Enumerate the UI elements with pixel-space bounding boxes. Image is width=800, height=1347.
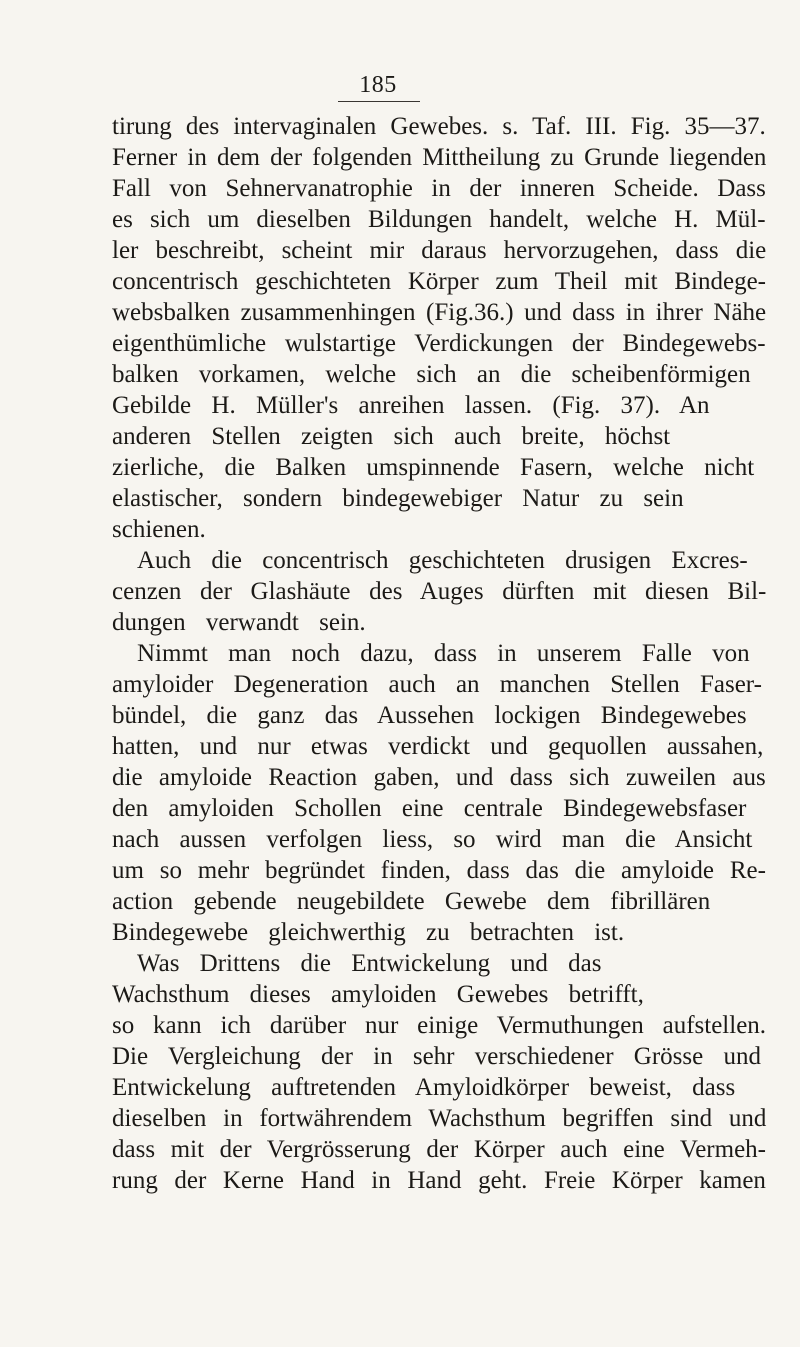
text-line: Gebilde H. Müller's anreihen lassen. (Fig. 37). An <box>112 392 710 419</box>
text-line: websbalken zusammenhingen (Fig.36.) und dass in ihrer Nähe <box>112 299 767 326</box>
text-line: den amyloiden Schollen eine centrale Bindegewebsfaser <box>112 795 747 822</box>
text-line: Auch die concentrisch geschichteten drusigen Excres- <box>137 547 748 574</box>
text-line: Entwickelung auftretenden Amyloidkörper beweist, dass <box>112 1074 736 1101</box>
text-line: schienen. <box>112 516 206 543</box>
text-line: es sich um dieselben Bildungen handelt, welche H. Mül- <box>112 206 766 233</box>
text-line: anderen Stellen zeigten sich auch breite, höchst <box>112 423 671 450</box>
text-line: Was Drittens die Entwickelung und das <box>137 950 602 977</box>
text-line: dieselben in fortwährendem Wachsthum begriffen sind und <box>112 1105 767 1132</box>
text-line: die amyloide Reaction gaben, und dass sich zuweilen aus <box>112 764 766 791</box>
text-line: elastischer, sondern bindegewebiger Natur zu sein <box>112 485 684 512</box>
text-line: ler beschreibt, scheint mir daraus hervorzugehen, dass die <box>112 237 767 264</box>
text-line: dungen verwandt sein. <box>112 609 366 636</box>
text-line: Nimmt man noch dazu, dass in unserem Falle von <box>137 640 750 667</box>
text-line: zierliche, die Balken umspinnende Fasern, welche nicht <box>112 454 755 481</box>
text-line: hatten, und nur etwas verdickt und gequollen aussahen, <box>112 733 764 760</box>
text-line: cenzen der Glashäute des Auges dürften mit diesen Bil- <box>112 578 767 605</box>
text-line: Die Vergleichung der in sehr verschiedener Grösse und <box>112 1043 761 1070</box>
text-line: Wachsthum dieses amyloiden Gewebes betrifft, <box>112 981 644 1008</box>
text-line: rung der Kerne Hand in Hand geht. Freie Körper kamen <box>112 1167 766 1194</box>
text-line: Fall von Sehnervanatrophie in der inneren Scheide. Dass <box>112 175 766 202</box>
text-line: Bindegewebe gleichwerthig zu betrachten ist. <box>112 919 625 946</box>
text-line: action gebende neugebildete Gewebe dem fibrillären <box>112 888 711 915</box>
text-line: dass mit der Vergrösserung der Körper auch eine Vermeh- <box>112 1136 766 1163</box>
text-line: um so mehr begründet finden, dass das die amyloide Re- <box>112 857 766 884</box>
text-line: concentrisch geschichteten Körper zum Theil mit Bindege- <box>112 268 767 295</box>
text-line: nach aussen verfolgen liess, so wird man die Ansicht <box>112 826 753 853</box>
page-number: 185 <box>359 72 397 98</box>
text-line: Ferner in dem der folgenden Mittheilung zu Grunde liegenden <box>112 144 767 171</box>
text-line: so kann ich darüber nur einige Vermuthungen aufstellen. <box>112 1012 767 1039</box>
text-line: balken vorkamen, welche sich an die scheibenförmigen <box>112 361 751 388</box>
text-line: bündel, die ganz das Aussehen lockigen Bindegewebes <box>112 702 747 729</box>
text-line: tirung des intervaginalen Gewebes. s. Taf. III. Fig. 35—37. <box>112 113 766 140</box>
page-number-underline <box>338 101 420 102</box>
text-line: amyloider Degeneration auch an manchen Stellen Faser- <box>112 671 762 698</box>
text-line: eigenthümliche wulstartige Verdickungen der Bindegewebs- <box>112 330 766 357</box>
